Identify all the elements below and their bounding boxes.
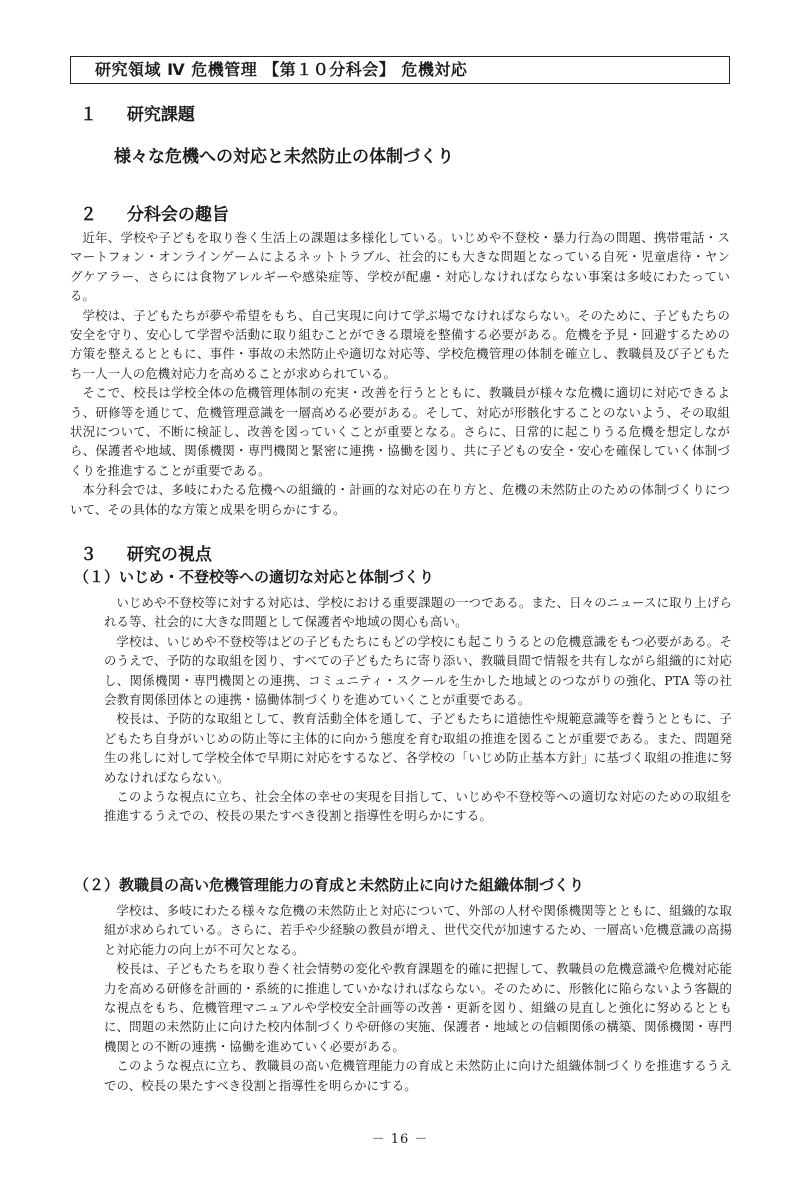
- section3-number: ３: [80, 545, 97, 565]
- section2-paragraph: 学校は、子どもたちが夢や希望をもち、自己実現に向けて学ぶ場でなければならない。そのために、子どもたちの安全を守り、安心して学習や活動に取り組むことができる環境を整備する必要がある。危機を予見・回避するための方策を整えるとともに、事件・事故の未然防止や適切な対応等、学校危機管理の体制を確立し、教職員及び子どもたち一人一人の危機対応力を高めることが求められている。: [70, 307, 730, 381]
- section2-paragraph: 近年、学校や子どもを取り巻く生活上の課題は多様化している。いじめや不登校・暴力行為の問題、携帯電話・スマートフォン・オンラインゲームによるネットトラブル、社会的にも大きな問題となっている自死・児童虐待・ヤングケアラー、さらには食物アレルギーや感染症等、学校が配慮・対応しなければならない事案は多岐にわたっている。: [70, 230, 730, 304]
- section2-title: 分科会の趣旨: [126, 205, 229, 225]
- section2-body: [70, 228, 730, 519]
- section2-paragraph: そこで、校長は学校全体の危機管理体制の充実・改善を行うとともに、教職員が様々な危機に適切に対応できるよう、研修等を通じて、危機管理意識を一層高める必要がある。そして、対応が形骸化することのないよう、その取組状況について、不断に検証し、改善を図っていくことが重要となる。さらに、日常的に起こりうる危機を想定しながら、保護者や地域、関係機関・専門機関と緊密に連携・協働を図り、共に子どもの安全・安心を確保していく体制づくりを推進することが重要である。: [70, 385, 730, 478]
- section2-number: ２: [80, 205, 97, 225]
- section3-heading: [80, 540, 212, 565]
- section1-heading: [80, 100, 195, 125]
- section1-title: 研究課題: [126, 105, 195, 125]
- subsection1-body: [104, 593, 732, 826]
- subsection2-paragraph: 学校は、多岐にわたる様々な危機の未然防止と対応について、外部の人材や関係機関等とともに、組織的な取組が求められている。さらに、若手や少経験の教員が増え、世代交代が加速するため、一層高い危機意識の高揚と対応能力の向上が不可欠となる。: [104, 903, 732, 957]
- section2-paragraph: 本分科会では、多岐にわたる危機への組織的・計画的な対応の在り方と、危機の未然防止のための体制づくりについて、その具体的な方策と成果を明らかにする。: [70, 482, 730, 517]
- section-header-box: 研究領域 Ⅳ 危機管理 【第１０分科会】 危機対応: [70, 56, 730, 84]
- subsection1-paragraph: いじめや不登校等に対する対応は、学校における重要課題の一つである。また、日々のニュースに取り上げられる等、社会的に大きな問題として保護者や地域の関心も高い。: [104, 595, 732, 630]
- subsection2-heading: （２）教職員の高い危機管理能力の育成と未然防止に向けた組織体制づくり: [74, 876, 585, 894]
- subsection2-body: [104, 901, 732, 1095]
- research-theme: 様々な危機への対応と未然防止の体制づくり: [114, 147, 454, 167]
- subsection1-heading: （１）いじめ・不登校等への適切な対応と体制づくり: [74, 568, 435, 586]
- subsection1-paragraph: 校長は、予防的な取組として、教育活動全体を通して、子どもたちに道徳性や規範意識等を養うとともに、子どもたち自身がいじめの防止等に主体的に向かう態度を育む取組の推進を図ることが重要である。また、問題発生の兆しに対して学校全体で早期に対応をするなど、各学校の「いじめ防止基本方針」に基づく取組の推進に努めなければならない。: [104, 711, 732, 785]
- subsection1-paragraph: このような視点に立ち、社会全体の幸せの実現を目指して、いじめや不登校等への適切な対応のための取組を推進するうえでの、校長の果たすべき役割と指導性を明らかにする。: [104, 789, 732, 824]
- subsection1-paragraph: 学校は、いじめや不登校等はどの子どもたちにもどの学校にも起こりうるとの危機意識をもつ必要がある。そのうえで、予防的な取組を図り、すべての子どもたちに寄り添い、教職員間で情報を共有しながら組織的に対応し、関係機関・専門機関との連携、コミュニティ・スクールを生かした地域とのつながりの強化、PTA 等の社会教育関係団体との連携・協働体制づくりを進めていくことが重要である。: [104, 633, 732, 708]
- section3-title: 研究の視点: [126, 545, 212, 565]
- section2-heading: [80, 200, 229, 225]
- subsection2-paragraph: このような視点に立ち、教職員の高い危機管理能力の育成と未然防止に向けた組織体制づくりを推進するうえでの、校長の果たすべき役割と指導性を明らかにする。: [104, 1058, 732, 1093]
- subsection2-paragraph: 校長は、子どもたちを取り巻く社会情勢の変化や教育課題を的確に把握して、教職員の危機意識や危機対応能力を高める研修を計画的・系統的に推進していかなければならない。そのために、形骸化に陥らないよう客観的な視点をもち、危機管理マニュアルや学校安全計画等の改善・更新を図り、組織の見直しと強化に努めるとともに、問題の未然防止に向けた校内体制づくりや研修の実施、保護者・地域との信頼関係の構築、関係機関・専門機関との不断の連携・協働を進めていく必要がある。: [104, 961, 732, 1054]
- section1-number: １: [80, 105, 97, 125]
- page-number: － 16 －: [371, 1132, 429, 1147]
